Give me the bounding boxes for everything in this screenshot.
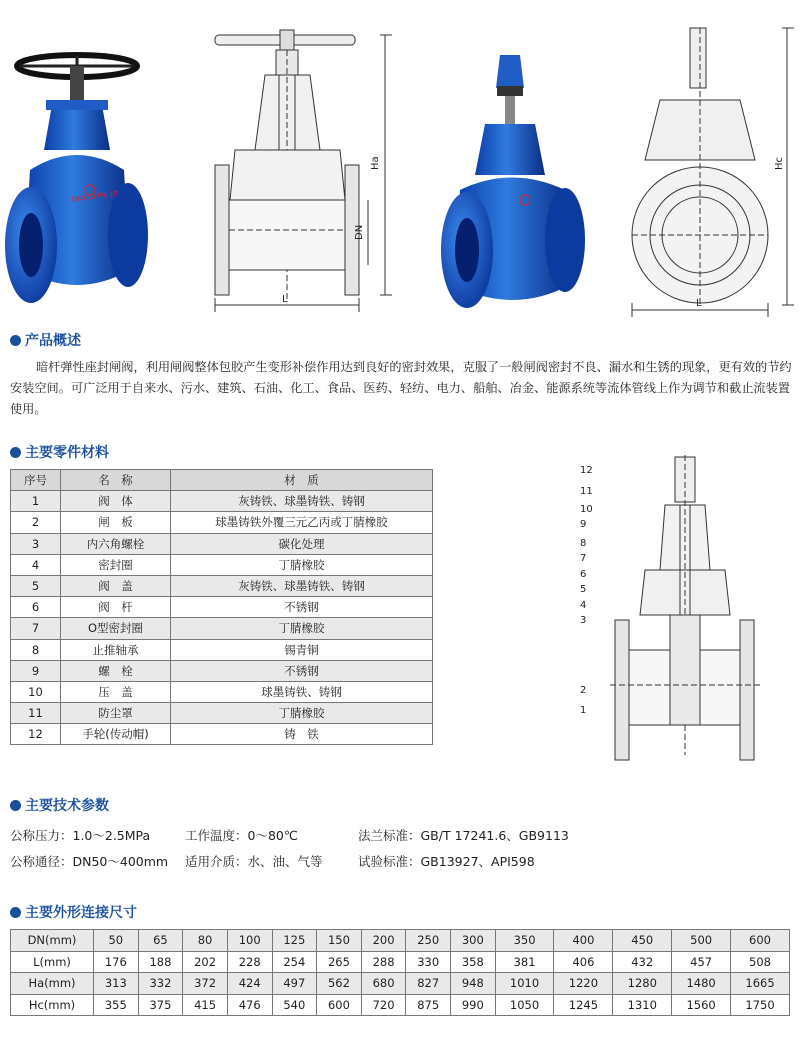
header-cell: 序号 — [11, 470, 61, 491]
table-cell: 372 — [183, 973, 228, 995]
table-cell: 176 — [94, 951, 139, 973]
table-cell: 150 — [317, 930, 362, 952]
table-cell: 827 — [406, 973, 451, 995]
table-cell: 228 — [227, 951, 272, 973]
table-row — [11, 554, 433, 575]
table-cell: 540 — [272, 994, 317, 1016]
table-cell: 313 — [94, 973, 139, 995]
drawing-handwheel-section — [215, 30, 392, 312]
table-row — [11, 512, 433, 533]
dim-l-label-1: L — [282, 294, 288, 305]
table-cell: 1750 — [731, 994, 790, 1016]
table-cell: 灰铸铁、球墨铸铁、铸钢 — [171, 575, 433, 596]
bullet-icon — [10, 335, 21, 346]
row-header-cell: Ha(mm) — [11, 973, 94, 995]
table-cell: 332 — [138, 973, 183, 995]
row-header-cell: Hc(mm) — [11, 994, 94, 1016]
table-cell: 80 — [183, 930, 228, 952]
part-number-label: 1 — [580, 705, 587, 716]
table-cell: 600 — [317, 994, 362, 1016]
table-cell: 288 — [361, 951, 406, 973]
table-cell: 密封圈 — [61, 554, 171, 575]
table-cell: 5 — [11, 575, 61, 596]
dimensions-table — [10, 929, 790, 1016]
table-cell: 2 — [11, 512, 61, 533]
table-cell: 600 — [731, 930, 790, 952]
spec-medium: 适用介质：水、油、气等 — [185, 854, 323, 869]
spec-test: 试验标准：GB13927、API598 — [358, 854, 535, 869]
part-number-label: 7 — [580, 553, 587, 564]
materials-table — [10, 469, 433, 745]
table-row — [11, 575, 433, 596]
table-cell: 1010 — [495, 973, 554, 995]
table-cell: 锡青铜 — [171, 639, 433, 660]
table-row — [11, 533, 433, 554]
spec-pressure: 公称压力：1.0～2.5MPa — [10, 828, 151, 843]
table-cell: 9 — [11, 660, 61, 681]
valve-photo-cap — [441, 55, 585, 308]
table-cell: 875 — [406, 994, 451, 1016]
table-row — [11, 639, 433, 660]
tech-heading: 主要技术参数 — [10, 795, 109, 815]
table-cell: 不锈钢 — [171, 660, 433, 681]
dim-l-label-2: L — [696, 298, 702, 309]
table-cell: 闸 板 — [61, 512, 171, 533]
table-cell: 1 — [11, 491, 61, 512]
table-cell: 铸 铁 — [171, 724, 433, 745]
table-header-row — [11, 470, 433, 491]
table-cell: 415 — [183, 994, 228, 1016]
table-cell: 丁腈橡胶 — [171, 554, 433, 575]
row-header-cell: L(mm) — [11, 951, 94, 973]
table-cell: 476 — [227, 994, 272, 1016]
table-cell: 8 — [11, 639, 61, 660]
table-cell: 355 — [94, 994, 139, 1016]
table-cell: 3 — [11, 533, 61, 554]
body-mark: DN150 PN 10 — [71, 189, 119, 204]
part-number-label: 3 — [580, 615, 587, 626]
table-cell: 压 盖 — [61, 681, 171, 702]
table-cell: 400 — [554, 930, 613, 952]
table-cell: 424 — [227, 973, 272, 995]
table-cell: 680 — [361, 973, 406, 995]
spec-flange: 法兰标准：GB/T 17241.6、GB9113 — [358, 828, 569, 843]
table-cell: 阀 杆 — [61, 597, 171, 618]
table-cell: 球墨铸铁、铸钢 — [171, 681, 433, 702]
part-number-label: 8 — [580, 538, 587, 549]
table-row — [11, 597, 433, 618]
table-cell: 330 — [406, 951, 451, 973]
table-row — [11, 491, 433, 512]
table-cell: 1665 — [731, 973, 790, 995]
table-cell: 12 — [11, 724, 61, 745]
part-number-label: 11 — [580, 486, 593, 497]
table-cell: 562 — [317, 973, 362, 995]
table-cell: 381 — [495, 951, 554, 973]
part-number-label: 2 — [580, 685, 587, 696]
table-row — [11, 930, 790, 952]
table-cell: 手轮(传动帽) — [61, 724, 171, 745]
table-cell: 10 — [11, 681, 61, 702]
part-number-label: 12 — [580, 465, 593, 476]
table-cell: 254 — [272, 951, 317, 973]
header-cell: 名 称 — [61, 470, 171, 491]
valve-photo-handwheel — [5, 55, 148, 303]
table-cell: 50 — [94, 930, 139, 952]
table-cell: 丁腈橡胶 — [171, 618, 433, 639]
header-cell: 材 质 — [171, 470, 433, 491]
table-cell: 250 — [406, 930, 451, 952]
dimensions-heading: 主要外形连接尺寸 — [10, 902, 137, 922]
table-cell: 720 — [361, 994, 406, 1016]
table-cell: 948 — [451, 973, 496, 995]
parts-diagram-labels — [572, 459, 612, 719]
table-cell: 300 — [451, 930, 496, 952]
table-cell: 125 — [272, 930, 317, 952]
table-cell: 阀 盖 — [61, 575, 171, 596]
table-cell: 450 — [613, 930, 672, 952]
dim-ha-label: Ha — [370, 156, 381, 170]
table-row — [11, 973, 790, 995]
table-row — [11, 724, 433, 745]
table-cell: 406 — [554, 951, 613, 973]
product-figures — [0, 0, 800, 325]
table-cell: 265 — [317, 951, 362, 973]
table-cell: 11 — [11, 703, 61, 724]
overview-heading: 产品概述 — [10, 330, 81, 350]
table-cell: 灰铸铁、球墨铸铁、铸钢 — [171, 491, 433, 512]
table-cell: 1245 — [554, 994, 613, 1016]
table-row — [11, 618, 433, 639]
table-cell: 内六角螺栓 — [61, 533, 171, 554]
table-cell: 碳化处理 — [171, 533, 433, 554]
table-cell: 188 — [138, 951, 183, 973]
table-cell: 200 — [361, 930, 406, 952]
tech-specs — [10, 826, 800, 876]
table-cell: 4 — [11, 554, 61, 575]
table-cell: 497 — [272, 973, 317, 995]
table-cell: 1480 — [672, 973, 731, 995]
table-cell: 990 — [451, 994, 496, 1016]
part-number-label: 5 — [580, 584, 587, 595]
dim-hc-label: Hc — [774, 156, 785, 170]
table-cell: 丁腈橡胶 — [171, 703, 433, 724]
table-cell: 球墨铸铁外覆三元乙丙或丁腈橡胶 — [171, 512, 433, 533]
materials-heading: 主要零件材料 — [10, 442, 109, 462]
table-cell: 65 — [138, 930, 183, 952]
table-row — [11, 681, 433, 702]
drawing-cap-section — [632, 28, 794, 317]
spec-diameter: 公称通径：DN50～400mm — [10, 854, 169, 869]
table-cell: 防尘罩 — [61, 703, 171, 724]
table-cell: 1280 — [613, 973, 672, 995]
table-cell: 6 — [11, 597, 61, 618]
row-header-cell: DN(mm) — [11, 930, 94, 952]
table-row — [11, 994, 790, 1016]
overview-text: 暗杆弹性座封闸阀，利用闸阀整体包胶产生变形补偿作用达到良好的密封效果，克服了一般闸阀密封不良、漏水和生锈的现象，更有效的节约安装空间。可广泛用于自来水、污水、建筑、石油、化工、食品、医药、轻纺、电力、船舶、冶金、能源系统等流体管线上作为调节和截止流装置使用。 — [10, 360, 792, 416]
part-number-label: 6 — [580, 569, 587, 580]
bullet-icon — [10, 447, 21, 458]
table-cell: 1220 — [554, 973, 613, 995]
spec-temperature: 工作温度：0～80℃ — [185, 828, 298, 843]
table-cell: 500 — [672, 930, 731, 952]
table-cell: 1560 — [672, 994, 731, 1016]
table-cell: 7 — [11, 618, 61, 639]
table-cell: 375 — [138, 994, 183, 1016]
table-cell: 432 — [613, 951, 672, 973]
table-cell: 阀 体 — [61, 491, 171, 512]
dim-dn-label: DN — [354, 224, 365, 240]
table-cell: 螺 栓 — [61, 660, 171, 681]
table-cell: 202 — [183, 951, 228, 973]
table-row — [11, 703, 433, 724]
table-cell: 457 — [672, 951, 731, 973]
part-number-label: 10 — [580, 504, 593, 515]
table-row — [11, 660, 433, 681]
table-cell: 350 — [495, 930, 554, 952]
table-cell: 止推轴承 — [61, 639, 171, 660]
table-cell: 1310 — [613, 994, 672, 1016]
part-number-label: 4 — [580, 600, 587, 611]
table-cell: 358 — [451, 951, 496, 973]
bullet-icon — [10, 907, 21, 918]
table-cell: 100 — [227, 930, 272, 952]
table-cell: 不锈钢 — [171, 597, 433, 618]
bullet-icon — [10, 800, 21, 811]
table-row — [11, 951, 790, 973]
table-cell: 508 — [731, 951, 790, 973]
table-cell: 1050 — [495, 994, 554, 1016]
table-cell: O型密封圈 — [61, 618, 171, 639]
part-number-label: 9 — [580, 519, 587, 530]
